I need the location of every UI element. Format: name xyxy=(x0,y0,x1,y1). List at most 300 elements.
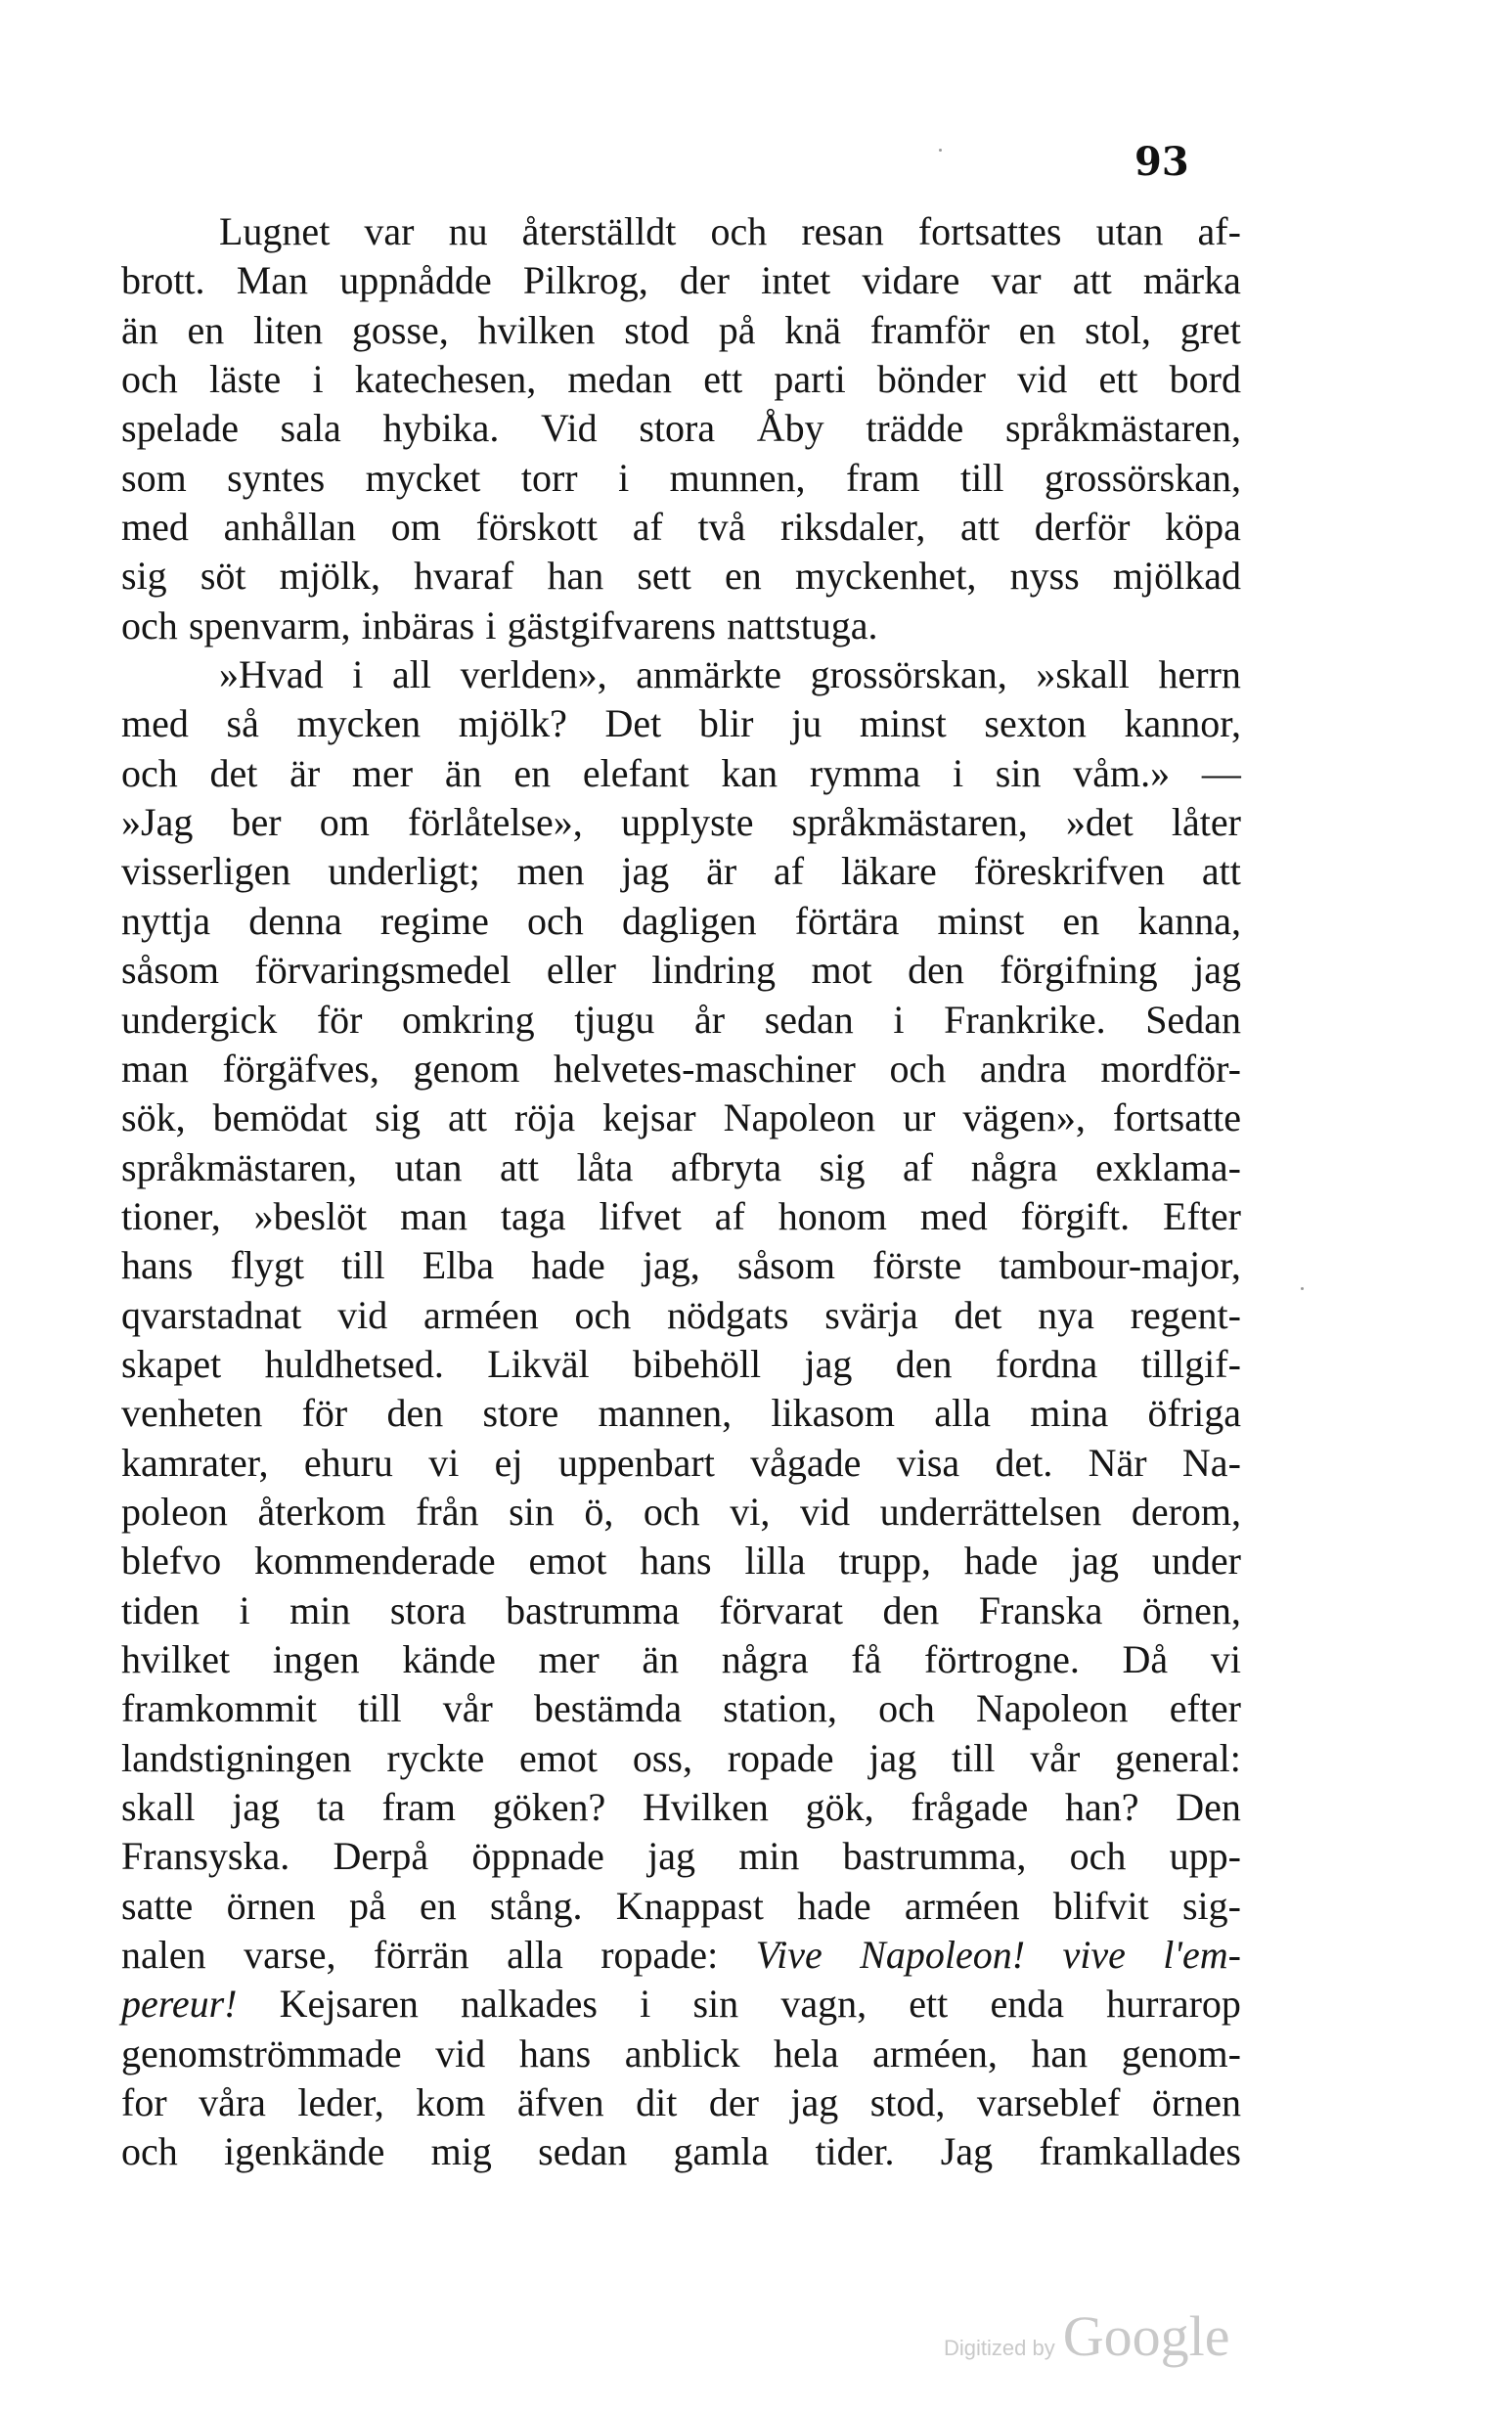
word: man xyxy=(400,1193,467,1238)
word: sedan xyxy=(764,997,854,1042)
word: grossörskan, xyxy=(1044,455,1241,500)
word: göken? xyxy=(492,1785,606,1829)
word: och xyxy=(121,2129,178,2174)
word: af xyxy=(903,1144,934,1189)
text-line xyxy=(121,946,1241,995)
text-line xyxy=(121,1241,1241,1290)
word: sin xyxy=(995,750,1042,795)
word: mina xyxy=(1030,1391,1109,1436)
word: man xyxy=(121,1046,189,1091)
word: vi xyxy=(428,1440,460,1485)
word: trädde xyxy=(866,406,964,451)
word: i xyxy=(952,750,964,795)
word: af xyxy=(714,1193,745,1238)
text-line xyxy=(121,996,1241,1045)
word: mig xyxy=(430,2129,492,2174)
word: Pilkrog, xyxy=(522,258,648,303)
word: söt xyxy=(200,554,246,599)
word: genom- xyxy=(1121,2031,1241,2075)
word: gök, xyxy=(805,1785,874,1829)
word: hade xyxy=(531,1243,605,1288)
word: exklama- xyxy=(1095,1144,1241,1189)
word: nyttja xyxy=(121,898,211,943)
word: myckenhet, xyxy=(794,554,977,599)
word: förgifning xyxy=(1000,948,1158,993)
word: jag xyxy=(1193,948,1241,993)
word: köpa xyxy=(1165,505,1241,550)
word: varse, xyxy=(244,1933,336,1978)
text-line xyxy=(121,1832,1241,1881)
text-line xyxy=(121,1586,1241,1635)
word: för xyxy=(301,1391,348,1436)
word: att xyxy=(1201,849,1241,894)
word: »beslöt xyxy=(253,1193,368,1238)
word: l'em- xyxy=(1163,1933,1241,1978)
word: några xyxy=(970,1144,1058,1189)
word: alla xyxy=(934,1391,991,1436)
word: fordna xyxy=(995,1341,1098,1386)
word: emot xyxy=(528,1539,607,1584)
word: ett xyxy=(909,1982,949,2027)
word: bibehöll xyxy=(633,1341,762,1386)
word: gästgifvarens xyxy=(507,602,716,647)
word: När xyxy=(1088,1440,1147,1485)
text-line xyxy=(121,503,1241,552)
text-line xyxy=(121,1439,1241,1488)
text-line xyxy=(121,2030,1241,2078)
word: for xyxy=(121,2080,167,2125)
word: vid xyxy=(435,2031,486,2075)
word: Man xyxy=(236,258,309,303)
word: sig xyxy=(819,1144,866,1189)
word: såsom xyxy=(121,948,219,993)
word: af- xyxy=(1197,209,1241,253)
word: och xyxy=(878,1686,935,1731)
word: nalen xyxy=(121,1933,206,1978)
word: ropade xyxy=(727,1735,834,1780)
word: liten xyxy=(253,307,324,352)
word: enda xyxy=(990,1982,1064,2027)
word: förgäfves, xyxy=(222,1046,379,1091)
word: stora xyxy=(639,406,716,451)
word: om xyxy=(319,800,370,845)
word: Jag xyxy=(940,2129,994,2174)
word: utan xyxy=(1095,209,1164,253)
word: katechesen, xyxy=(354,357,537,402)
watermark-logo: Google xyxy=(1062,2304,1230,2368)
word: underligt; xyxy=(328,849,480,894)
word: arméen xyxy=(904,1883,1020,1928)
text-line xyxy=(121,355,1241,404)
word: och xyxy=(121,750,178,795)
word: kan xyxy=(721,750,778,795)
word: fram xyxy=(846,455,920,500)
word: ett xyxy=(703,357,743,402)
word: blefvo xyxy=(121,1539,222,1584)
word: Knappast xyxy=(615,1883,764,1928)
word: bönder xyxy=(876,357,986,402)
word: Den xyxy=(1176,1785,1241,1829)
word: Vid xyxy=(541,406,598,451)
word: undergick xyxy=(121,997,278,1042)
text-line xyxy=(121,552,1241,601)
word: arméen, xyxy=(872,2031,998,2075)
word: Åby xyxy=(756,406,824,451)
word: är xyxy=(706,849,737,894)
word: efter xyxy=(1169,1686,1241,1731)
word: emot xyxy=(519,1735,599,1780)
word: vägen», xyxy=(962,1095,1086,1140)
word: men xyxy=(516,849,585,894)
word: förtära xyxy=(794,898,900,943)
word: vår xyxy=(442,1686,493,1731)
word: genomströmmade xyxy=(121,2031,402,2075)
text-line xyxy=(121,1980,1241,2029)
text-line xyxy=(121,1045,1241,1093)
word: han? xyxy=(1064,1785,1139,1829)
word: lifvet xyxy=(599,1193,682,1238)
word: hans xyxy=(518,2031,592,2075)
word: stol, xyxy=(1085,307,1151,352)
word: och xyxy=(889,1046,947,1091)
word: en xyxy=(420,1883,457,1928)
word: »det xyxy=(1065,800,1134,845)
word: och xyxy=(643,1489,700,1534)
word: Vive xyxy=(755,1933,823,1978)
word: till xyxy=(341,1243,385,1288)
word: från xyxy=(416,1489,479,1534)
word: gamla xyxy=(673,2129,770,2174)
word: vågade xyxy=(750,1440,862,1485)
word: utan xyxy=(394,1144,463,1189)
word: derför xyxy=(1034,505,1131,550)
word: i xyxy=(312,357,324,402)
word: omkring xyxy=(402,997,535,1042)
word: sin xyxy=(692,1982,739,2027)
text-line xyxy=(121,602,1241,650)
word: jag xyxy=(804,1341,853,1386)
word: »Jag xyxy=(121,800,194,845)
body-text xyxy=(121,207,1241,2177)
paper-speck xyxy=(939,149,942,152)
word: få xyxy=(851,1636,882,1681)
word: torr xyxy=(520,455,578,500)
word: riksdaler, xyxy=(780,505,926,550)
word: om xyxy=(390,505,441,550)
word: på xyxy=(718,307,756,352)
word: mannen, xyxy=(598,1391,733,1436)
word: syntes xyxy=(227,455,326,500)
word: regent- xyxy=(1130,1292,1241,1337)
word: ber xyxy=(231,800,282,845)
word: trupp, xyxy=(838,1539,931,1584)
word: eller xyxy=(546,948,616,993)
word: verlden», xyxy=(460,652,607,697)
word: nalkades xyxy=(461,1982,598,2027)
word: resan xyxy=(801,209,884,253)
word: mjölkad xyxy=(1112,554,1241,599)
word: några xyxy=(721,1636,809,1681)
word: skapet xyxy=(121,1341,222,1386)
word: min xyxy=(738,1834,800,1879)
word: nyss xyxy=(1009,554,1080,599)
word: »skall xyxy=(1036,652,1130,697)
word: läste xyxy=(208,357,282,402)
word: varseblef xyxy=(976,2080,1121,2125)
word: i xyxy=(618,455,630,500)
word: ej xyxy=(494,1440,523,1485)
word: med xyxy=(919,1193,988,1238)
word: förvarat xyxy=(719,1587,843,1632)
word: rymma xyxy=(809,750,921,795)
word: skall xyxy=(121,1785,196,1829)
word: spenvarm, xyxy=(188,602,351,647)
word: fortsatte xyxy=(1112,1095,1241,1140)
word: vidare xyxy=(862,258,960,303)
word: jag xyxy=(621,849,670,894)
word: vår xyxy=(1030,1735,1081,1780)
text-line xyxy=(121,1093,1241,1142)
word: venheten xyxy=(121,1391,263,1436)
word: språkmästaren, xyxy=(121,1144,358,1189)
word: ju xyxy=(791,701,823,746)
word: satte xyxy=(121,1883,194,1928)
word: alla xyxy=(507,1933,563,1978)
word: i xyxy=(640,1982,651,2027)
word: var xyxy=(991,258,1042,303)
word: mycken xyxy=(296,701,422,746)
word: fortsattes xyxy=(917,209,1062,253)
word: sala xyxy=(280,406,341,451)
word: ur xyxy=(903,1095,936,1140)
word: till xyxy=(952,1735,996,1780)
word: på xyxy=(348,1883,386,1928)
word: Na- xyxy=(1181,1440,1241,1485)
word: äfven xyxy=(516,2080,604,2125)
text-line xyxy=(121,749,1241,798)
word: sig xyxy=(121,554,167,599)
word: all xyxy=(392,652,431,697)
text-line xyxy=(121,1931,1241,1980)
word: Likväl xyxy=(487,1341,590,1386)
word: Hvilken xyxy=(643,1785,769,1829)
word: vi xyxy=(1210,1636,1241,1681)
word: sedan xyxy=(538,2129,628,2174)
text-line xyxy=(121,650,1241,699)
word: sin xyxy=(509,1489,555,1534)
word: regime xyxy=(379,898,489,943)
word: jag xyxy=(1071,1539,1120,1584)
word: och xyxy=(121,357,178,402)
word: förrän xyxy=(373,1933,469,1978)
word: ta xyxy=(316,1785,345,1829)
word: och xyxy=(121,602,178,647)
word: svärja xyxy=(824,1292,918,1337)
text-line xyxy=(121,207,1241,256)
word: pereur! xyxy=(121,1982,238,2027)
text-line xyxy=(121,1340,1241,1389)
word: mer xyxy=(351,750,414,795)
word: kommenderade xyxy=(254,1539,496,1584)
word: sett xyxy=(637,554,691,599)
word: den xyxy=(908,948,964,993)
word: Frankrike. xyxy=(944,997,1106,1042)
word: hade xyxy=(963,1539,1039,1584)
word: och xyxy=(527,898,584,943)
word: framkommit xyxy=(121,1686,317,1731)
word: parti xyxy=(774,357,846,402)
text-line xyxy=(121,1291,1241,1340)
word: märka xyxy=(1142,258,1241,303)
word: under xyxy=(1151,1539,1241,1584)
word: Fransyska. xyxy=(121,1834,290,1879)
word: general: xyxy=(1115,1735,1241,1780)
word: språkmästaren, xyxy=(1004,406,1241,451)
word: så xyxy=(226,701,259,746)
word: han xyxy=(1031,2031,1089,2075)
word: röja xyxy=(513,1095,576,1140)
word: blifvit xyxy=(1052,1883,1149,1928)
word: gosse, xyxy=(351,307,449,352)
word: poleon xyxy=(121,1489,228,1534)
word: Kejsaren xyxy=(279,1982,419,2027)
word: förtrogne. xyxy=(924,1636,1080,1681)
word: var xyxy=(364,209,415,253)
text-line xyxy=(121,454,1241,503)
page-number: 93 xyxy=(1134,139,1189,185)
word: oss, xyxy=(632,1735,692,1780)
word: vid xyxy=(1017,357,1068,402)
text-line xyxy=(121,306,1241,355)
word: dagligen xyxy=(621,898,757,943)
word: bestämda xyxy=(534,1686,683,1731)
word: tider. xyxy=(815,2129,895,2174)
word: språkmästaren, xyxy=(791,800,1028,845)
word: förlåtelse», xyxy=(408,800,583,845)
word: lilla xyxy=(744,1539,806,1584)
word: återkom xyxy=(257,1489,386,1534)
word: blir xyxy=(698,701,754,746)
word: derom, xyxy=(1131,1489,1241,1534)
word: hans xyxy=(121,1243,194,1288)
word: den xyxy=(895,1341,953,1386)
word: förgift. xyxy=(1020,1193,1131,1238)
word: inbäras xyxy=(361,602,475,647)
word: flygt xyxy=(230,1243,305,1288)
word: minst xyxy=(859,701,947,746)
word: medan xyxy=(567,357,673,402)
text-line xyxy=(121,1734,1241,1783)
word: vagn, xyxy=(780,1982,867,2027)
text-line xyxy=(121,404,1241,453)
word: i xyxy=(352,652,364,697)
word: öfriga xyxy=(1147,1391,1241,1436)
word: leder, xyxy=(297,2080,384,2125)
word: framför xyxy=(869,307,990,352)
word: bemödat xyxy=(212,1095,348,1140)
word: Det xyxy=(604,701,662,746)
word: att xyxy=(1072,258,1112,303)
word: mycket xyxy=(365,455,481,500)
word: mot xyxy=(811,948,872,993)
word: nattstuga. xyxy=(727,602,878,647)
text-line xyxy=(121,1389,1241,1438)
word: stod, xyxy=(869,2080,946,2125)
word: jag xyxy=(790,2080,839,2125)
text-line xyxy=(121,1143,1241,1192)
word: för xyxy=(316,997,363,1042)
digitized-watermark xyxy=(944,2303,1229,2369)
word: föreskrifven xyxy=(973,849,1166,894)
word: underrättelsen xyxy=(879,1489,1102,1534)
word: bastrumma xyxy=(506,1587,680,1632)
word: arméen xyxy=(423,1292,539,1337)
word: Efter xyxy=(1163,1193,1241,1238)
word: hade xyxy=(797,1883,871,1928)
word: — xyxy=(1201,750,1241,795)
word: Då xyxy=(1122,1636,1169,1681)
word: öppnade xyxy=(471,1834,604,1879)
word: att xyxy=(960,505,1001,550)
word: låta xyxy=(576,1144,634,1189)
word: är xyxy=(289,750,321,795)
word: munnen, xyxy=(669,455,806,500)
word: anblick xyxy=(624,2031,740,2075)
text-line xyxy=(121,2078,1241,2127)
word: våra xyxy=(199,2080,266,2125)
word: anmärkte xyxy=(636,652,782,697)
text-line xyxy=(121,1635,1241,1684)
word: än xyxy=(444,750,482,795)
word: vid xyxy=(337,1292,388,1337)
word: och xyxy=(574,1292,632,1337)
word: likasom xyxy=(771,1391,896,1436)
paper-speck xyxy=(1301,1287,1304,1290)
word: det xyxy=(954,1292,1002,1337)
word: vid xyxy=(799,1489,851,1534)
word: uppenbart xyxy=(557,1440,715,1485)
word: kände xyxy=(402,1636,496,1681)
word: framkallades xyxy=(1039,2129,1241,2174)
word: elefant xyxy=(582,750,689,795)
word: tjugu xyxy=(574,997,655,1042)
word: det xyxy=(209,750,258,795)
word: »Hvad xyxy=(219,652,324,697)
word: att xyxy=(500,1144,540,1189)
word: såsom xyxy=(736,1243,835,1288)
word: stång. xyxy=(490,1883,583,1928)
text-line xyxy=(121,1488,1241,1537)
word: frågade xyxy=(911,1785,1029,1829)
word: år xyxy=(694,997,726,1042)
word: sexton xyxy=(984,701,1087,746)
word: nya xyxy=(1038,1292,1094,1337)
word: brott. xyxy=(121,258,205,303)
word: kannor, xyxy=(1124,701,1241,746)
word: hvilken xyxy=(477,307,596,352)
word: fram xyxy=(381,1785,457,1829)
word: bord xyxy=(1169,357,1241,402)
word: grossörskan, xyxy=(810,652,1007,697)
word: huldhetsed. xyxy=(264,1341,444,1386)
word: i xyxy=(893,997,905,1042)
word: helvetes-maschiner xyxy=(554,1046,856,1091)
word: afbryta xyxy=(670,1144,782,1189)
word: att xyxy=(447,1095,487,1140)
watermark-prefix: Digitized by xyxy=(944,2336,1055,2360)
word: der xyxy=(679,258,730,303)
word: en xyxy=(513,750,552,795)
